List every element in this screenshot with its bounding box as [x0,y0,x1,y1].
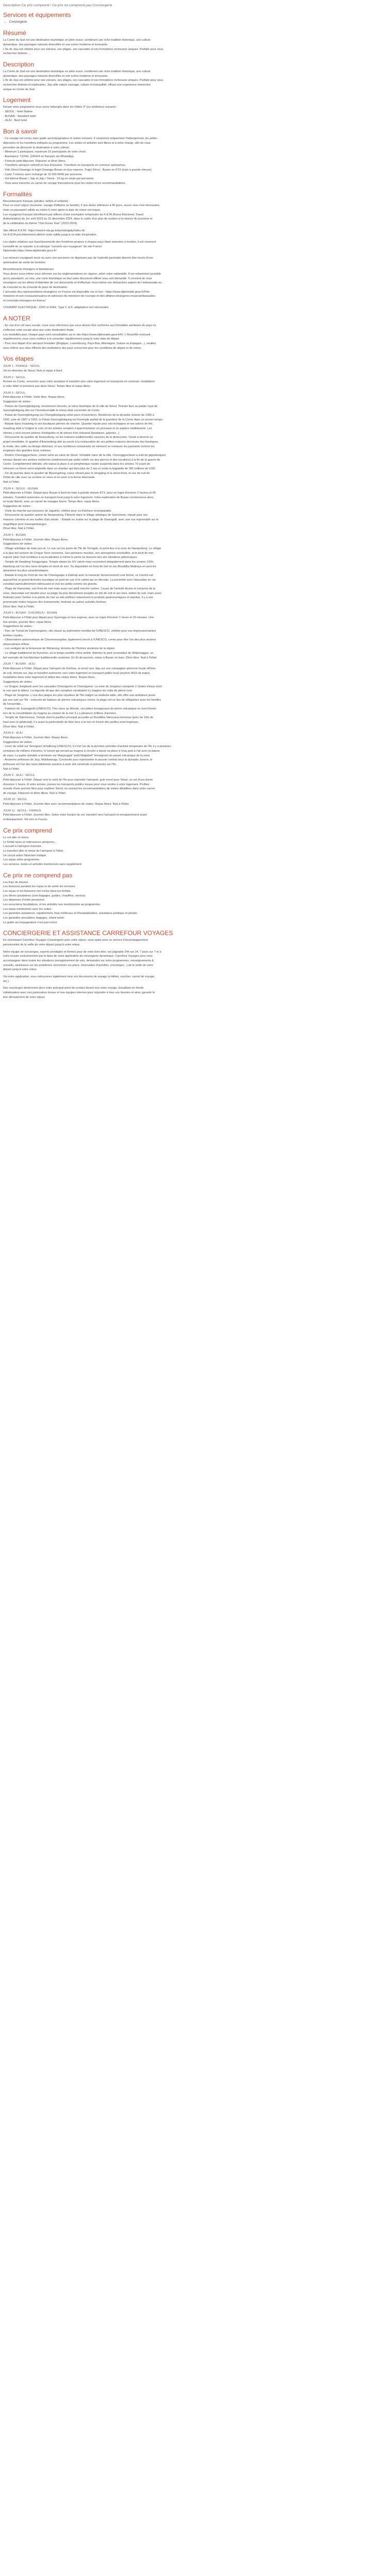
text-line: Durant votre programme vous serez hébergés dans les hôtels 3* (ou similaires) suivants : [3,106,118,109]
text-line: Diplomatie,https://www.diplomatie.gouv.fr/ [3,249,57,253]
text-line: L'annuaire des représentations étrangères en France est disponible via ce lien : https://www.diplomatie.gouv.fr/fr/le- [3,290,151,294]
day-text-line: Petit-déjeuner à l'hôtel. Journée libre. Repas libres. [3,736,69,739]
description-title: Description [3,60,35,68]
text-line: rechercher détente ... [3,52,31,56]
day-block [3,809,388,822]
day-text-line: Suggestion de visites : [3,505,32,509]
day-text-line: - Plage de Jungmun. L'une des plages les plus réputées de l'île malgré sa modeste taille, elle offre une ambiance jeune [3,694,156,698]
text-line: - SÉOUL : hotel Nafree [3,110,33,114]
text-line: Les règles relatives aux franchissements des frontières propres à chaque pays étant amenées à évoluer, il est vivement [3,240,156,244]
day-title: JOUR 2 : SÉOUL [3,376,26,379]
text-line: L'accueil à l'aéroport d'arrivée. [3,845,42,849]
day-text-line: Petit-déjeuner à l'hôtel puis départ pour Gyeongju en bus express, avec un trajet d'environ 1 heure et 15 minutes. Une [3,616,154,619]
day-text-line: centaines de millions d'années, le tunnel qui servait au magma à circuler a laissé sa place à l'eau puis à l'air avec la baisse [3,749,160,753]
text-line: - Carte T-money avec recharge de 15 000 KRW par personne. [3,173,83,176]
day-text-line: en toute liberté, avec un carnet de voyages fourni. Temps libre, repas libres. [3,500,100,504]
text-line: conseillé de se reporter à la rubrique "conseils aux voyageurs" du site France [3,245,102,248]
day-text-line: - Balade dans Insadong et ses boutiques pleines de charme. Quartier réputé pour ses échoppes et ses salons de thé, [3,422,154,426]
text-line: du consulat ou du consulat du pays de destination. [3,285,68,289]
day-text-line: Petit-déjeuner à l'hôtel. Journée libre avec recommandations de visites. Repas libres. Nuit à l'hôtel. [3,803,129,806]
day-text-line: bel exemple de l'architecture traditionnelle coréenne. En fin de journée, retour à Busan en train. Dîner libre. Nuit à l'hôtel. [3,656,157,659]
day-text-line: Arrivée en Corée, rencontre avec votre assistant et transfert vers votre logement en transports en commun. Installation [3,380,155,384]
day-text-line: - Fin de journée dans le quartier de Myeongdong, coeur vibrant pour le shopping et la street-food, et vue de nuit de [3,471,150,475]
text-line: Un circuit selon l'itinéraire indiqué. [3,854,47,857]
text-line: Le guide accompagnateur n'est pas inclus. [3,921,58,924]
day-text-line: Petit-déjeuner à l'hôtel. Journée libre. Selon votre horaire de vol, transfert vers l'aéroport et enregistrement avant [3,814,147,817]
day-text-line: travaux durant ces années modernes (entièrement par petits reliefs sur des pierres et des escaliers) à la fin de la guerre de [3,458,160,462]
day-text-line: Suggestion de visites : [3,400,32,404]
conciergerie-title: CONCIERGERIE ET ASSISTANCE CARREFOUR VOYAGES [3,929,173,937]
logement-text [3,105,388,123]
day-text-line: zone, Haeundae est réputée pour sa plage (la plus densément peuplée en été de voit et ses bars, boîtes de nuit, mais aussi [3,591,161,595]
day-title: JOUR 8 : JEJU [3,732,23,735]
text-line: - JEJU : Best hotel [3,119,27,123]
day-text-line: lors de la consolidation du magma au contact de la mer il y a plusieurs millions d'années. [3,711,117,715]
day-text-line: Gyeongbokgung dès est l'incontournable le mieux doté concentré de Corée. [3,409,101,413]
day-block [3,773,388,795]
day-text-line: Petit-déjeuner à l'hôtel. Départ pour l'aéroport de Gimhae, et envol vers Jeju sur une compagnie aérienne locale (45min [3,667,156,671]
text-line: rechercher détente et exploration, Jeju allie nature sauvage, culture et tranquillité, offrant une expérience immersive [3,83,151,87]
day-text-line: aujourd'hui un grand itinéraire bucolique où pont de vue et le calme qui en découle. La proximité avec Haeundae en car [3,578,156,582]
day-text-line: - Découverte du quartier animé de Nampodong. Flânerie dans le village artistique de Gamcheon, réputé pour ses [3,514,148,517]
text-line: - En cas d'un vol avec escale, nous vous informons que vous devrez être conforme aux formalités sanitaires du pays où [3,324,156,328]
day-text-line: minutes. Transfert autonome en transport local jusqu'à votre logement. Votre exploration de Busan commencera alors, [3,496,154,499]
text-line: Les repas et les boissons non inclus dans les forfaits. [3,890,72,893]
day-text-line: - Visite du marché aux poissons de Jagalchi, célèbre pour sa fraîcheur incomparable. [3,509,112,513]
prix-ne-comprend-text [3,880,388,925]
text-line: renseigner sur les délais d'obtention de ces documents et d'effectuer vous-même vos démarches auprès de l'ambassade ou [3,281,162,285]
logement-title: Logement [3,96,31,104]
day-text-line: - Palais de Gyeongbokgung (ou Changdeokgung selon jours d'ouverture). Résidence de la dynastie Joseon de 1395 à [3,414,154,417]
text-line: Le forfait taxes et redevances aéroportu... [3,840,57,844]
day-text-line: par son surf sur l'île - entourée de falaises de pierres volcaniques noires, la plage est un lieu de villégiature pour les familles [3,698,161,702]
a-noter-title: A NOTER [3,315,30,323]
day-text-line: Nuit à l'hôtel. [3,480,20,484]
text-line: - BUSAN : Standard hotel [3,114,36,118]
day-block [3,391,388,485]
text-line: En choisissant Carrefour Voyages Conciergerie pour votre séjour, vous optez pour un service d'accompagnement [3,939,148,942]
day-text-line: Petit-déjeuner à l'hôtel. Journée libre. Repas libres. [3,538,69,541]
text-line: Site officiel K-ETA : https://www.k-eta.go.kr/portal/apply/index.do [3,229,85,232]
day-title: JOUR 3 : SÉOUL [3,391,26,395]
day-text-line: vitrines y sont encore pleines d'antiquités et de pièces d'art artisanal (boutiques, galeries...) [3,431,120,435]
text-line: bon déroulement de votre séjour. [3,995,45,999]
day-text-line: - Lever de soleil sur Seongsan Ilchulbong (UNESCO). Il n'est l'un de la dernière périodes d'activité temporaire de l'île il y a plusieurs [3,745,171,749]
services-title: Services et équipements [3,11,71,19]
text-line: Le vol aller et retour. [3,836,29,839]
text-line: conseils, assistance sur les problèmes rencontrés sur place, réservation d'activités, concierges...) de la veille de votre [3,963,153,967]
text-line: déjeuners et les transferts indiqués au programme. Les visites et activités sont libres et à votre charge, afin de vous [3,141,151,145]
day-text-line: retrouver sa forme semi-originelle dans un chantier qui dura plus de 2 ans et coûta la bagatelle de 281 millions de USD. [3,467,156,470]
day-text-line: projet immobilier, le quartier d'Ikseondong doit sa survie à la restauration de ses petites maisons devenues des boutiques, [3,440,159,444]
text-line: de la célébration du thème "Visit Korea Year" (2023-2024). [3,222,78,225]
prix-comprend-title: Ce prix comprend [3,826,52,834]
text-line: - Formule petit-déjeuner. Déjeuner et dîner libres. [3,159,67,163]
text-line: Ressortissants étrangers et binationaux [3,268,54,272]
day-block [3,731,388,771]
text-line: COURANT ÉLECTRIQUE : 220V et 60Hz. Type C et F, adaptateur non nécessaire. [3,306,109,310]
day-text-line: Haedong est l'un des rares temples en bord de mer. Sa disposition en front de mer et son Bouddha Maitreya en sont les [3,565,156,568]
conciergerie-text [3,938,388,999]
day-text-line: - Ancienne prêtresse de Jeju, Mokkwanaja. Construite pour représenter le pouvoir central sous la dynastie Joseon, le [3,758,153,762]
text-line: permettre de découvrir la destination à votre rythme. [3,146,70,149]
day-text-line: - Plage de Haeundae, son front de mer mais aussi son petit marché coréen. Cause de l'activité diurne et nocturne de la [3,587,155,590]
text-line: - Vols Séoul-Gwangju et trajet Gwangju-Busan en bus express. Trajet Séoul - Busan en KTX (train à grande vitesse). [3,168,153,172]
day-title: JOUR 6 : BUSAN - GYEONGJU - BUSAN [3,612,57,615]
day-title: JOUR 5 : BUSAN [3,534,26,537]
text-line: - Pour tout départ d'un aéroport frontalier (Belgique, Luxembourg, Pays-Bas, Allemagne, Suisse ou Espagne...), veuillez [3,342,156,345]
text-line: personnalisé de la veille de votre départ jusqu'à votre retour. [3,943,80,947]
services-list [9,20,388,25]
day-text-line: fois arrivée, journée libre, repas libres. [3,620,52,624]
day-title: JOUR 1 : FRANCE - SÉOUL [3,365,40,368]
text-line: Les dépenses d'ordre personnel. [3,899,45,902]
text-line: Les modalités pour chaque pays sont consultables sur le site https://www.diplomatie.gouv.fr/fr/. L'ActuaWo évoluant [3,333,151,336]
day-block [3,376,388,389]
day-text-line: - Les vestiges de la forteresse de Wolseong, témoins de l'histoire ancienne de la région. [3,647,116,651]
text-line: Les mineurs voyageant seuls ou avec une personne ne disposant pas de l'autorité parentale doivent être munis d'une [3,256,153,260]
day-text-line: de voyage. Déjeuner et dîner libres. Nuit à l'hôtel. [3,791,67,795]
text-line: régulièrement, nous vous invitons à le consulter régulièrement jusqu'à votre date de départ. [3,337,120,341]
text-line: collaboration avec nos partenaires locaux et nos équipes internes pour répondre à tous vos besoins et ainsi, garantir le [3,991,155,995]
day-text-line: - Le Dragon Jongbanti avec les cascades Cheonjiyeon et Cheonjiyeon. La zone de Jungmun comporte 2 chutes d'eaux dont [3,685,162,688]
day-text-line: Insadong était à l'origine le coin où les artistes venaient s'approvisionner en pinceaux et en papiers traditionnels. Les [3,427,152,430]
text-line: Vous devez vous-même vous informer sur les réglementations en vigueur, selon votre nationalité. Il est notamment possible [3,272,161,276]
text-line: La Corée du Sud est une destination touristique en plein essor, combinant une riche tradition historique, une culture [3,70,151,74]
day-text-line: - Observatoire astronomique de Cheomseongdae, également inscrit à l'UNESCO, connu pour être l'un des plus anciens [3,638,156,642]
text-line: mais un passeport valide au moins 6 mois après la date du retour est requis. [3,209,101,212]
day-title: JOUR 4 : SÉOUL - BUSAN [3,487,38,490]
day-text-line: - Village artistique de Huin-yeo-ul. Le vue sur les ponts de l'île de Yeongdo, le point lieu à la zone de Nampodong. Le village [3,547,161,551]
text-line: Les excursions facultatives, et les activités non mentionnées au programme. [3,903,101,907]
day-text-line: embarquement. Vol vers la France. [3,818,48,822]
day-text-line: de vol). Arrivée sur Jeju et transfert autonome vers votre logement en transport public local (environ 0h15 de trajet). [3,671,151,675]
day-block [3,533,388,609]
day-text-line: festivals) pour l'ambre à la pointe de mer au tels préfixes notamment le produits gastronomiques et viandes, il y a une [3,596,153,600]
text-line: vous référer aux sites officiels des institutions des pays concernés pour les conditions de départ et de retour. [3,346,142,350]
prix-ne-comprend-title: Ce prix ne comprend pas [3,871,73,879]
day-text-line: - Balade le long du front de mer de Cheongsapo à Dalmaji avec la monorail. Anciennement voie ferrée, ce chemin est [3,573,153,577]
text-line: Pour un court séjour (tourisme, voyage d'affaires ou famille), il une durée inférieure à 90 jours, aucun visa n'est nécessaire, [3,204,160,208]
day-text-line: exposé plein Sud contribue à sa localisation à même le pente lui donnent des airs lointaines pittoresques. [3,556,138,560]
day-text-line: tombes royales. [3,634,24,637]
prix-comprend-text [3,836,388,867]
a-noter-text [3,324,388,350]
text-line: - Vol interne Busan / Jeju et Jeju / Séoul - 15 kg en soute par personne. [3,177,94,181]
day-text-line: magnifique pont Gwangandaegyo. [3,522,47,526]
day-text-line: la mode, des cafés au design étonnant, et aux nombreux restaurants où viennent se restaurer les passants comme les [3,445,155,448]
text-line: La Corée du Sud est une destination touristique en plein essor, combinant une riche tradition historique, une culture [3,39,151,42]
breadcrumb: Description Ce prix comprend / Ce prix ne comprend pas Conciergerie [3,4,112,7]
text-line: L'île de Jeju est célèbre pour ses volcans, ses plages, ses cascades et ses formations rocheuses uniques. Parfaite pour vous [3,79,164,82]
day-title: JOUR 9 : JEJU - SÉOUL [3,774,35,777]
page-content [0,0,391,1010]
day-text-line: a la plus bel surnom de Cinque-Terre coréenne. Ses peintures murales, son atmosphère ensoleillée, et le bruit de mer [3,551,154,555]
day-text-line: - Découverte du quartier de Ikseondong, où les maisons traditionnelles sauvées de la destruction. Visuel à devenir un [3,436,153,439]
day-text-line: 1592, puis de 1867 à 1915, le Palais Gyeongbokgung est l'exemple parfait de la grandeur de la Corée dans un ancien temps. [3,418,164,421]
day-block [3,798,388,806]
day-text-line: prêtresse est l'un des rares bâtiments anciens à avoir été construits et préservés sur l'île. [3,762,117,766]
text-line: Les repas selon programme. [3,858,40,862]
text-line: Nos concierges deviennent alors votre principal point de contact durant tout votre voyage, travaillant en étroite [3,987,144,990]
day-text-line: Suggestions de visites : [3,740,34,744]
day-text-line: - Rivière Cheonggyecheon, rivière verte au cœur de Séoul. Véritable cœur de la ville, Cheonggyecheon a subi de gigantesques [3,453,166,457]
day-text-line: Suggestions de visites : [3,625,34,629]
day-text-line: de eaux. La partie visitable a terminée sur Manjanggul "petit Maljabwil" témoignant du passé volcanique de la zone. [3,754,151,757]
day-text-line: ensuite d'une journée libre pour explorer Séoul, en suivant les recommandations de visites détaillées dans votre carnet [3,787,155,791]
day-title: JOUR 11 : SÉOUL - FRANCE [3,809,41,812]
day-title: JOUR 10 : SÉOUL [3,798,27,802]
day-text-line: Suggestions de visites : [3,681,34,684]
text-line: autorisation de sortie de territoire. [3,261,46,264]
text-line: s'effectue cette escale ainsi que votre destination finale. [3,328,75,332]
text-line: Les frais de dossier. [3,880,29,884]
text-line: Notre équipe de concierges, experts privilégiés et formés pour de votre bien-être, est joignable 24h sur 24, 7 jours sur 7 et à [3,950,161,954]
text-line: dynamique, des paysages naturels diversifiés et une scène moderne et innovante. [3,43,108,46]
text-line: - Assistance 7J/24H, (24h/24 en français via WhatsApp. [3,155,75,158]
text-line: Ressortissants français (adultes, bébés et enfants) : [3,199,70,203]
bon-a-savoir-text [3,137,388,185]
day-text-line: - Le village traditionnel de Kyochon, où le temps semble s'être arrêté. Admirez le pont reconstitué de Woljeonggyo, un [3,652,154,655]
text-line: - Ce voyage est conçu sans guide accompagnateur et visites incluses. Il comprend uniquement l'hébergement, les petits- [3,137,158,141]
day-text-line: Petit-déjeuner à l'hôtel. Départ pour Busan à bord du train à grande vitesse KTX, pour un trajet d'environ 2 heures et 45 [3,492,156,495]
day-text-line: - Falaises de Jusangjeolli (UNESCO). Très rares au Monde, ces piliers hexagonaux de pierre volcanique se sont formés [3,707,156,711]
text-line: Les dîners pourboires (sont bagages, guides, chauffeur, service) [3,894,86,897]
resume-title: Résumé [3,29,26,37]
day-text-line: Dîner libre. Nuit à l'hôtel. [3,605,35,608]
day-text-line: promenade rivière toujours des évènements, festivals ou autres activités festives. [3,600,107,604]
day-text-line: Vol en direction de Séoul. Nuit et repas à bord. [3,369,63,373]
day-text-line: Petit-déjeuner à l'hôtel. Visite libre. Repas libres. [3,396,66,399]
text-line: et-consulats-etrangers-en-france/ [3,299,46,302]
day-text-line: employés des grandes tours voisines. [3,449,52,453]
text-line: L'île de Jeju est célèbre pour ses volcans, ses plages, ses cascades et ses formations rocheuses uniques. Parfaite pour vous [3,47,164,51]
day-text-line: la vue vaut le détour. La légende dit que des nymphes viendraient s'y baigner les nuits de pleine lune. [3,689,133,693]
text-line: Les repas mentionnés avec les suites. [3,907,52,911]
text-line: dynamique, des paysages naturels diversifiés et une scène moderne et innovante. [3,74,108,78]
day-text-line: maisons colorées et ses ruelles d'art urbain. - Balade en soirée sur la plage de Gwangalli, avec une vue imprenable sur le [3,518,159,522]
day-text-line: Dîner libre. Nuit à l'hôtel. [3,527,35,531]
day-block [3,364,388,373]
text-line: Les boissons pendant les repas et de sortie les terrisses. [3,885,76,889]
text-line: Les voyageurs français bénéficient par ailleurs d'une exemption temporaire du K-ETA (Korea Electronic Travel [3,213,144,216]
text-line: unique en Corée du Sud. [3,88,36,91]
text-line: Le transfert aller et retour de l'aéroport à l'hôtel. [3,849,64,853]
day-text-line: haut avec le piédestal), il a aussi la particularité de faire face à la mer et d'avoir des jardins semi-tropicaux. [3,720,139,724]
service-item: • Conciergerie [9,20,388,25]
text-line: départ jusqu'à votre retour. [3,968,38,972]
day-text-line: - Palace de Gyeongbokgung, récemment rénovés, le cœur historique de la ville de Séoul. Tirarant face au palais royal de [3,404,158,408]
text-line: Les services, textes et activités mentionnés sans supplément. [3,862,82,866]
day-text-line: Dîner libre. Nuit à l'hôtel. [3,725,35,728]
bon-a-savoir-title: Bon à savoir [3,128,38,135]
resume-text [3,38,388,56]
day-text-line: Suggestions de visites : [3,543,34,546]
text-line: - Vous avez transmis un carnet de voyage francophone pour les visites et les recommandations. [3,181,126,185]
text-line: etc.). [3,979,10,983]
text-line: - Transferts aéroport collectif en bus limousine. Transferts en transports en commun autonomes. [3,164,126,167]
day-block [3,662,388,729]
text-line: qu'un passeport, un visa, une carte touristique ou tout autre document officiel vous soit demandé. Il convient de vous [3,277,152,280]
day-text-line: constitué particulièrement intéressant et vive les petits comme les grands. [3,583,97,586]
text-line: Vis-votre application, vous retrouverez également tous vos documents de voyage (e-billets, voucher, carnet de voyage, [3,975,155,979]
text-line: Un K-ETA précédemment délivré reste valide jusqu'à sa date d'expiration. [3,233,97,237]
day-text-line: à votre hôtel et premiers pas dans Séoul. Temps libre et repas libres. [3,385,91,388]
day-text-line: - Temple de Yakcheonsa. Temple dont la pavillon principal accueille un Bouddha Vairocana immense (près de 10m de [3,716,154,720]
etapes-list [3,364,388,822]
day-title: JOUR 7 : BUSAN - JEJU [3,663,36,666]
day-block [3,487,388,532]
day-text-line: de l'ensemble... [3,703,24,706]
day-text-line: Petit-déjeuner à l'hôtel. Départ vers le nord de l'île pour rejoindre l'aéroport, puis envol pour Séoul, un vol d'une durée [3,778,153,782]
day-text-line: l'hôtel de ville avec sa verrière en verre et en acier à la forme étonnante. [3,476,95,480]
day-text-line: Installation dans votre logement et début des visites libres. Repas libres. [3,676,96,680]
day-text-line: observatoires d'Asie. [3,642,30,646]
day-text-line: attractions les plus caractéristiques. [3,569,49,573]
text-line: Authorization) du 1er avril 2023 au 31 décembre 2024, dans le cadre d'un plan de soutien à la relance du tourisme et [3,217,153,221]
formalites-title: Formalités [3,190,32,198]
text-line: Les garanties assistance, rapatriement, frais médicaux et d'hospitalisation, assistance juridique et pénale. [3,912,138,916]
text-line: votre écoute exclusivement par le biais de notre application de messagerie dynamique. Carrefour Voyages pour vous [3,955,153,958]
description-text [3,70,388,92]
text-line: ministere-et-son-reseau/annuaires-et-adresses-du-ministere-de-l-europe-et-des-affaires-etrangeres-meae/ambassades- [3,295,156,298]
day-block [3,611,388,660]
day-text-line: Nuit à l'hôtel. [3,767,20,771]
day-text-line: - Temple de Haedong Yonggungsa. Temple datant du XIV siècle mais reconstruit intégralement dans les années 1930, [3,561,154,564]
day-text-line: - Parc de Tumuli de Daereungwon, site classé au patrimoine mondial de l'UNESCO, célèbre pour ses impressionnantes [3,629,156,633]
formalites-text [3,199,388,310]
day-text-line: Corée. Complètement détruite, elle laissa la place à un périphérique routier suspendu dans les années 70 avant de [3,463,150,466]
text-line: - Minimum 1 participant, maximum 10 participants de votre choix. [3,150,87,154]
text-line: Les garanties annulation, bagages, retard avion. [3,916,65,920]
day-text-line: d'environ 1 heure. À votre arrivée, prenez les transports publics locaux pour vous rendre à votre logement. Profitez [3,783,150,786]
text-line: accompagner dans toutes les situations (enregistrement de vols, demandes sur votre programmes, renseignements & [3,959,154,963]
etapes-title: Vos étapes [3,355,34,363]
